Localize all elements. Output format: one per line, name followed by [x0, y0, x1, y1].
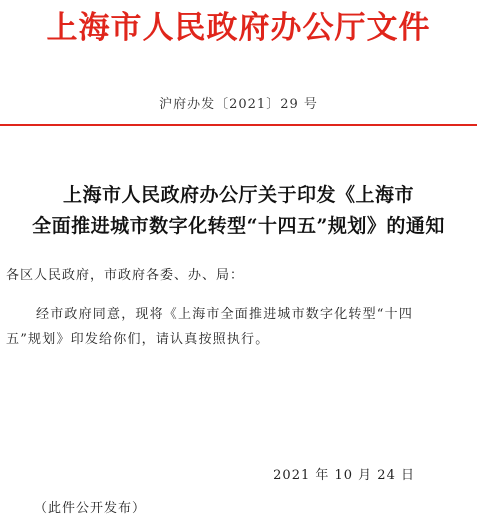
red-divider-rule — [0, 124, 477, 126]
body-paragraph-line-2: 五”规划》印发给你们，请认真按照执行。 — [6, 332, 270, 347]
document-number: 沪府办发〔2021〕29 号 — [159, 97, 318, 112]
body-paragraph-line-1: 经市政府同意，现将《上海市全面推进城市数字化转型“十四 — [36, 307, 414, 322]
masthead-title: 上海市人民政府办公厅文件 — [46, 10, 431, 46]
addressee-line: 各区人民政府，市政府各委、办、局： — [6, 268, 245, 283]
issue-date: 2021 年 10 月 24 日 — [273, 468, 415, 483]
notice-title — [0, 180, 477, 242]
notice-title-line-1: 上海市人民政府办公厅关于印发《上海市 — [62, 184, 414, 206]
notice-title-line-2: 全面推进城市数字化转型“十四五”规划》的通知 — [32, 215, 445, 237]
publish-note: （此件公开发布） — [34, 501, 147, 516]
body-paragraph — [6, 302, 468, 352]
